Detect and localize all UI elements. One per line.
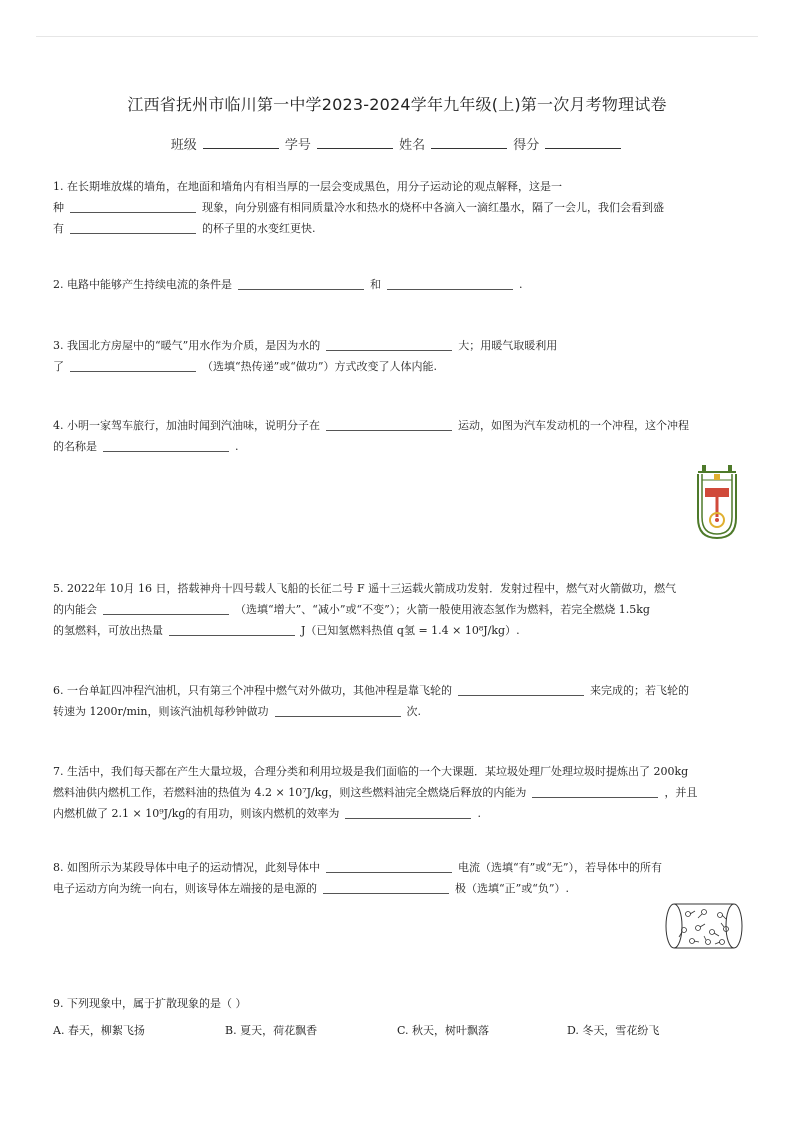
q9-options: [53, 1020, 743, 1041]
q5-text: J（已知氢燃料热值 q氢 = 1.4 × 10⁸J/kg）.: [301, 624, 520, 637]
q8-line1: [53, 857, 743, 878]
option-d[interactable]: D. 冬天，雪花纷飞: [567, 1024, 660, 1037]
q7-blank-2[interactable]: [345, 806, 471, 819]
q5-line1: 5. 2022年 10月 16 日，搭载神舟十四号载人飞船的长征二号 F 遥十三运载火箭成功发射．发射过程中，燃气对火箭做功，燃气: [53, 582, 677, 595]
question-3: [53, 335, 743, 377]
conductor-electrons-figure: [664, 900, 744, 952]
q8-text: 电流（选填“有”或“无”），若导体中的所有: [458, 861, 662, 874]
info-label-class: 班级: [170, 138, 197, 153]
q4-blank-1[interactable]: [326, 418, 452, 431]
q1-text: 现象，向分别盛有相同质量冷水和热水的烧杯中各滴入一滴红墨水，隔了一会儿，我们会看到盛: [202, 201, 664, 214]
q6-text: 来完成的；若飞轮的: [590, 684, 689, 697]
q2-text: 和: [370, 278, 381, 291]
info-label-id: 学号: [284, 138, 311, 153]
q6-line1: [53, 680, 743, 701]
q1-line2: [53, 197, 743, 218]
q6-blank-2[interactable]: [275, 704, 401, 717]
q7-text: 燃料油供内燃机工作，若燃料油的热值为 4.2 × 10⁷J/kg，则这些燃料油完全燃烧后释放的内能为: [53, 786, 527, 799]
q4-text: 4. 小明一家驾车旅行，加油时闻到汽油味，说明分子在: [53, 419, 320, 432]
q4-text: 运动，如图为汽车发动机的一个冲程，这个冲程: [458, 419, 689, 432]
q6-text: 次.: [406, 705, 421, 718]
question-7: [53, 761, 743, 824]
q7-blank-1[interactable]: [532, 785, 658, 798]
question-5: [53, 578, 743, 641]
id-blank[interactable]: [317, 136, 393, 149]
q4-line1: [53, 415, 743, 436]
q2-text: 2. 电路中能够产生持续电流的条件是: [53, 278, 232, 291]
question-8: [53, 857, 743, 899]
option-a[interactable]: A. 春天，柳絮飞扬: [53, 1024, 145, 1037]
header-rule: [36, 36, 758, 37]
q4-blank-2[interactable]: [103, 439, 229, 452]
info-label-score: 得分: [513, 138, 540, 153]
q7-text: ，并且: [664, 786, 698, 799]
q3-text: 了: [53, 360, 64, 373]
q1-text: 的杯子里的水变红更快.: [202, 222, 316, 235]
student-info-row: [0, 134, 794, 153]
q5-text: （选填“增大”、“减小”或“不变”）；火箭一般使用液态氢作为燃料，若完全燃烧 1.5kg: [235, 603, 650, 616]
q1-text: 有: [53, 222, 64, 235]
q3-blank-2[interactable]: [70, 359, 196, 372]
q1-text: 种: [53, 201, 64, 214]
question-6: [53, 680, 743, 722]
q3-text: 大；用暖气取暖利用: [458, 339, 558, 352]
q6-line2: [53, 701, 743, 722]
question-1: [53, 176, 743, 239]
q1-blank-2[interactable]: [70, 221, 196, 234]
q8-blank-2[interactable]: [323, 881, 449, 894]
score-blank[interactable]: [545, 136, 621, 149]
q6-text: 转速为 1200r/min，则该汽油机每秒钟做功: [53, 705, 269, 718]
q4-text: .: [235, 440, 239, 453]
q9-stem: 9. 下列现象中，属于扩散现象的是（ ）: [53, 997, 247, 1010]
q1-line1: 1. 在长期堆放煤的墙角，在地面和墙角内有相当厚的一层会变成黑色，用分子运动论的观点解释，这是一: [53, 180, 562, 193]
q5-line3: [53, 620, 743, 641]
q7-line3: [53, 803, 743, 824]
q6-blank-1[interactable]: [458, 683, 584, 696]
q7-text: 内燃机做了 2.1 × 10⁹J/kg的有用功，则该内燃机的效率为: [53, 807, 340, 820]
q3-line1: [53, 335, 743, 356]
engine-stroke-figure: [692, 462, 742, 542]
q8-text: 电子运动方向为统一向右，则该导体左端接的是电源的: [53, 882, 317, 895]
q1-blank-1[interactable]: [70, 200, 196, 213]
question-4: [53, 415, 743, 457]
q7-text: .: [477, 807, 481, 820]
q8-text: 极（选填“正”或“负”）.: [455, 882, 569, 895]
question-2: [53, 274, 743, 295]
q2-text: .: [519, 278, 523, 291]
q5-text: 的氢燃料，可放出热量: [53, 624, 163, 637]
q5-text: 的内能会: [53, 603, 97, 616]
q1-line3: [53, 218, 743, 239]
page-title: 江西省抚州市临川第一中学2023-2024学年九年级(上)第一次月考物理试卷: [127, 95, 667, 114]
q8-text: 8. 如图所示为某段导体中电子的运动情况，此刻导体中: [53, 861, 320, 874]
question-9: [53, 993, 743, 1014]
q8-line2: [53, 878, 743, 899]
q3-line2: [53, 356, 743, 377]
q3-text: 3. 我国北方房屋中的“暖气”用水作为介质，是因为水的: [53, 339, 321, 352]
class-blank[interactable]: [203, 136, 279, 149]
q2-blank-2[interactable]: [387, 277, 513, 290]
option-b[interactable]: B. 夏天，荷花飘香: [225, 1024, 318, 1037]
q5-blank-2[interactable]: [169, 623, 295, 636]
q7-line2: [53, 782, 743, 803]
q2-blank-1[interactable]: [238, 277, 364, 290]
q5-blank-1[interactable]: [103, 602, 229, 615]
q3-blank-1[interactable]: [326, 338, 452, 351]
q4-text: 的名称是: [53, 440, 97, 453]
q4-line2: [53, 436, 743, 457]
option-c[interactable]: C. 秋天，树叶飘落: [397, 1024, 490, 1037]
q3-text: （选填“热传递”或“做功”）方式改变了人体内能.: [202, 360, 437, 373]
name-blank[interactable]: [431, 136, 507, 149]
q6-text: 6. 一台单缸四冲程汽油机，只有第三个冲程中燃气对外做功，其他冲程是靠飞轮的: [53, 684, 452, 697]
info-label-name: 姓名: [399, 138, 426, 153]
q8-blank-1[interactable]: [326, 860, 452, 873]
q5-line2: [53, 599, 743, 620]
q7-line1: 7. 生活中，我们每天都在产生大量垃圾，合理分类和利用垃圾是我们面临的一个大课题．某垃圾处理厂处理垃圾时提炼出了 200kg: [53, 765, 689, 778]
